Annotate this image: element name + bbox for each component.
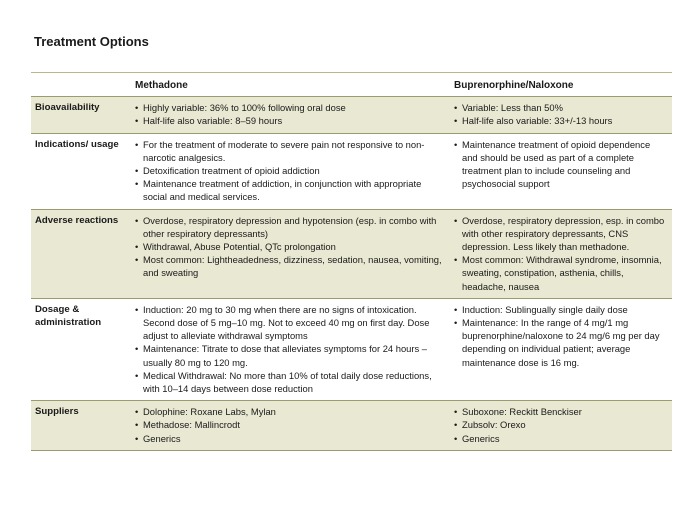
row-label: Dosage & administration [31, 298, 131, 400]
treatment-table [31, 72, 672, 451]
list-item [135, 303, 446, 343]
list-item-text: Suboxone: Reckitt Benckiser [462, 406, 582, 418]
list-item [454, 114, 668, 127]
bullet-icon: • [454, 214, 458, 226]
bullet-icon: • [135, 406, 139, 418]
list-item-text: Methadose: Mallincrodt [143, 419, 240, 431]
list-item [135, 369, 446, 395]
list-item-text: Zubsolv: Orexo [462, 419, 526, 431]
list-item [135, 342, 446, 368]
bullet-icon: • [135, 115, 139, 127]
bullet-icon: • [454, 138, 458, 150]
bullet-icon: • [454, 115, 458, 127]
list-item [135, 138, 446, 164]
list-item-text: Maintenance: In the range of 4 mg/1 mg buprenorphine/naloxone to 24 mg/6 mg per day depending on individual patient; average maintenance dose is 16 mg. [462, 317, 660, 368]
list-item-text: Overdose, respiratory depression, esp. in combo with other respiratory depressants, CNS depression. Less likely than methadone. [462, 214, 665, 253]
row-label: Adverse reactions [31, 209, 131, 298]
bullet-icon: • [454, 419, 458, 431]
methadone-cell [131, 401, 450, 451]
bullet-icon: • [454, 102, 458, 114]
bullet-icon: • [135, 254, 139, 266]
bullet-list [135, 303, 446, 395]
list-item [454, 405, 668, 418]
list-item-text: Maintenance: Titrate to dose that alleviates symptoms for 24 hours – usually 80 mg to 120 mg. [143, 343, 428, 368]
list-item [135, 405, 446, 418]
methadone-cell [131, 209, 450, 298]
table-row [31, 97, 672, 133]
row-label: Bioavailability [31, 97, 131, 133]
list-item [135, 432, 446, 445]
list-item [454, 432, 668, 445]
list-item-text: Highly variable: 36% to 100% following oral dose [143, 102, 346, 114]
list-item-text: Half-life also variable: 8–59 hours [143, 115, 283, 127]
list-item [135, 101, 446, 114]
methadone-cell [131, 298, 450, 400]
bullet-icon: • [135, 419, 139, 431]
list-item-text: Half-life also variable: 33+/-13 hours [462, 115, 613, 127]
list-item [454, 316, 668, 369]
bullet-list [454, 214, 668, 293]
bullet-icon: • [135, 165, 139, 177]
list-item [454, 101, 668, 114]
buprenorphine-cell [450, 401, 672, 451]
bullet-icon: • [135, 138, 139, 150]
bullet-icon: • [135, 343, 139, 355]
list-item [135, 164, 446, 177]
bullet-icon: • [135, 369, 139, 381]
bullet-icon: • [135, 214, 139, 226]
bullet-list [135, 101, 446, 127]
bullet-list [135, 405, 446, 445]
header-methadone: Methadone [131, 73, 450, 97]
bullet-icon: • [135, 178, 139, 190]
table-row [31, 401, 672, 451]
bullet-icon: • [454, 317, 458, 329]
bullet-icon: • [135, 303, 139, 315]
list-item [454, 303, 668, 316]
bullet-list [135, 138, 446, 204]
list-item-text: Generics [462, 432, 500, 444]
list-item-text: Overdose, respiratory depression and hypotension (esp. in combo with other respiratory depressants) [143, 214, 437, 239]
list-item-text: Dolophine: Roxane Labs, Mylan [143, 406, 276, 418]
list-item-text: Variable: Less than 50% [462, 102, 563, 114]
list-item-text: For the treatment of moderate to severe pain not responsive to non-narcotic analgesics. [143, 138, 425, 163]
list-item [454, 253, 668, 293]
list-item-text: Medical Withdrawal: No more than 10% of total daily dose reductions, with 10–14 days between dose reduction [143, 369, 432, 395]
table-row [31, 133, 672, 209]
methadone-cell [131, 133, 450, 209]
list-item-text: Generics [143, 432, 181, 444]
bullet-list [454, 101, 668, 127]
bullet-icon: • [454, 303, 458, 315]
list-item-text: Withdrawal, Abuse Potential, QTc prolongation [143, 241, 336, 253]
buprenorphine-cell [450, 97, 672, 133]
list-item [454, 214, 668, 254]
list-item [135, 114, 446, 127]
bullet-list [454, 138, 668, 191]
list-item [135, 214, 446, 240]
list-item [135, 418, 446, 431]
bullet-icon: • [454, 254, 458, 266]
list-item-text: Most common: Lightheadedness, dizziness, sedation, nausea, vomiting, and sweating [143, 254, 442, 279]
list-item-text: Most common: Withdrawal syndrome, insomnia, sweating, constipation, asthenia, chills, headache, nausea [462, 254, 662, 292]
list-item [135, 240, 446, 253]
page-title: Treatment Options [34, 34, 149, 49]
buprenorphine-cell [450, 133, 672, 209]
bullet-icon: • [454, 432, 458, 444]
buprenorphine-cell [450, 298, 672, 400]
list-item [135, 177, 446, 203]
header-row [31, 73, 672, 97]
list-item [454, 418, 668, 431]
methadone-cell [131, 97, 450, 133]
bullet-icon: • [454, 406, 458, 418]
bullet-icon: • [135, 102, 139, 114]
bullet-icon: • [135, 432, 139, 444]
table-row [31, 209, 672, 298]
list-item-text: Induction: Sublingually single daily dose [462, 303, 628, 315]
list-item-text: Detoxification treatment of opioid addiction [143, 165, 320, 177]
row-label: Indications/ usage [31, 133, 131, 209]
bullet-icon: • [135, 241, 139, 253]
header-empty [31, 73, 131, 97]
row-label: Suppliers [31, 401, 131, 451]
list-item-text: Maintenance treatment of addiction, in conjunction with appropriate social and medical services. [143, 178, 422, 203]
buprenorphine-cell [450, 209, 672, 298]
bullet-list [135, 214, 446, 280]
list-item-text: Maintenance treatment of opioid dependence and should be used as part of a complete treatment plan to include counseling and psychosocial support [462, 138, 651, 190]
bullet-list [454, 405, 668, 445]
list-item-text: Induction: 20 mg to 30 mg when there are no signs of intoxication. Second dose of 5 mg–10 mg. Not to exceed 40 mg on first day. Dose adjust to alleviate withdrawal symptoms [143, 303, 430, 342]
list-item [135, 253, 446, 279]
list-item [454, 138, 668, 191]
bullet-list [454, 303, 668, 369]
table-row [31, 298, 672, 400]
header-buprenorphine: Buprenorphine/Naloxone [450, 73, 672, 97]
